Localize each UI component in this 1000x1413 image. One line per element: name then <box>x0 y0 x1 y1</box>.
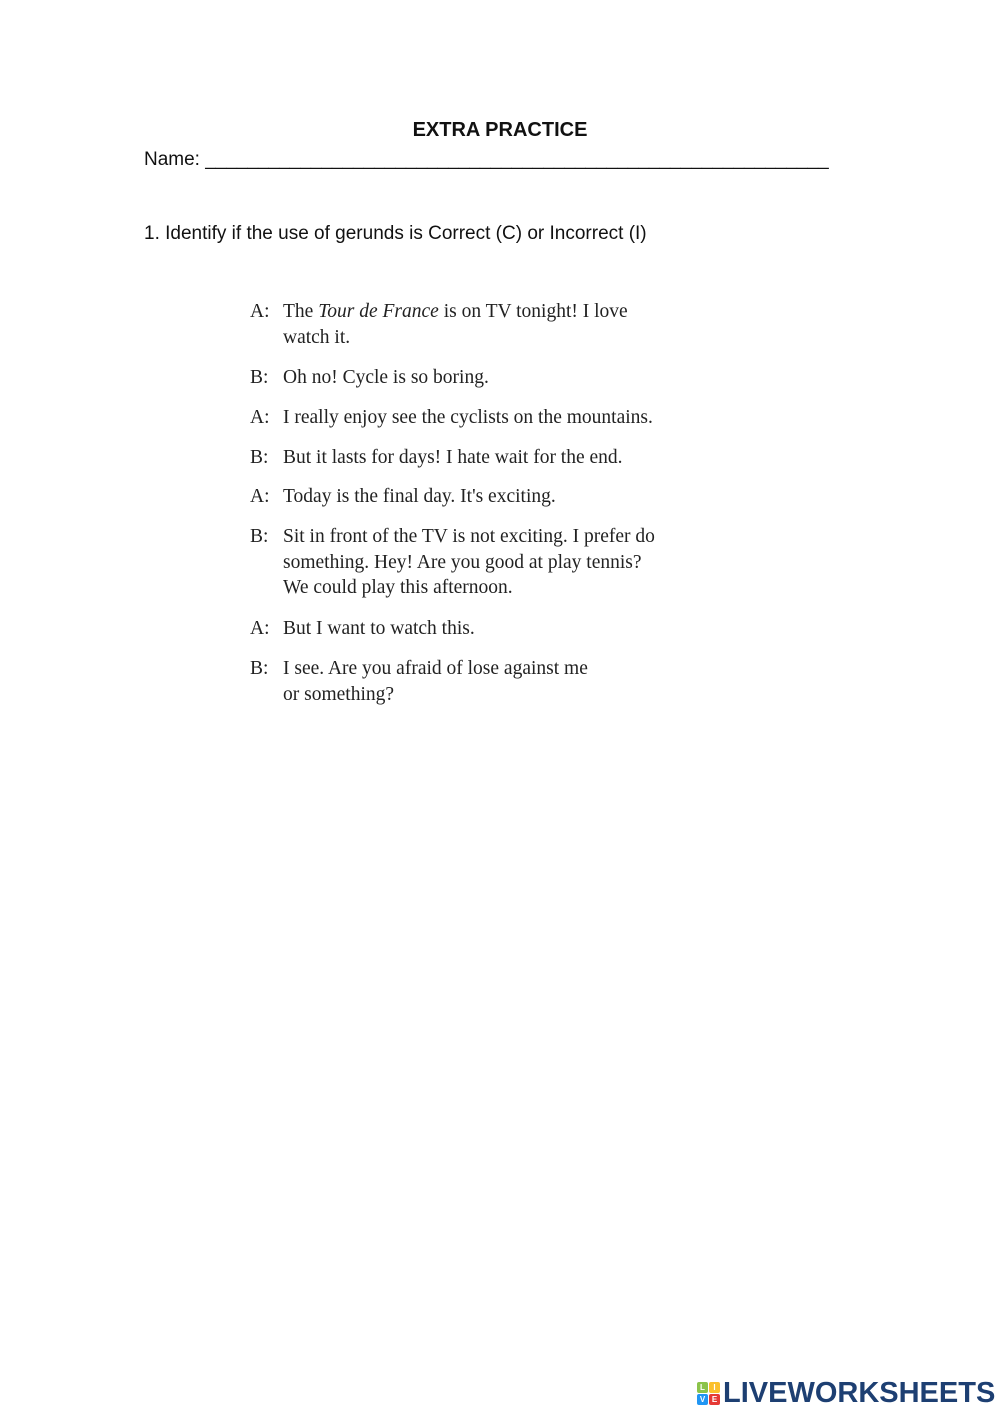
logo-cubes-icon <box>697 1382 720 1405</box>
worksheet-title: EXTRA PRACTICE <box>412 119 588 141</box>
dialogue-line <box>283 684 394 706</box>
dialogue-line <box>283 407 653 429</box>
dialogue-text: We could play this afternoon. <box>283 577 513 598</box>
speaker-label: B: <box>250 658 269 679</box>
logo-cube: V <box>697 1394 708 1405</box>
speaker-label: A: <box>250 618 270 639</box>
dialogue-line <box>283 367 489 389</box>
dialogue-text: watch it. <box>283 327 351 348</box>
dialogue-text: is on TV tonight! I love <box>438 301 628 322</box>
dialogue-line <box>283 301 628 323</box>
dialogue-line <box>283 526 655 548</box>
speaker-label: B: <box>250 447 269 468</box>
dialogue-line <box>283 618 475 640</box>
speaker-label: A: <box>250 301 270 322</box>
logo-text: LIVEWORKSHEETS <box>723 1377 996 1409</box>
dialogue-text: But it lasts for days! I hate wait for the end. <box>283 447 623 468</box>
dialogue-text: But I want to watch this. <box>283 618 475 639</box>
dialogue-text: I really enjoy see the cyclists on the mountains. <box>283 407 653 428</box>
dialogue-line <box>283 577 513 599</box>
dialogue-text: Sit in front of the TV is not exciting. I prefer do <box>283 526 655 547</box>
dialogue-line <box>283 552 642 574</box>
logo-cube: E <box>709 1394 720 1405</box>
liveworksheets-logo <box>697 1377 995 1410</box>
dialogue-text: something. Hey! Are you good at play tennis? <box>283 552 642 573</box>
dialogue-line <box>283 658 588 680</box>
speaker-label: A: <box>250 407 270 428</box>
dialogue-line <box>283 486 556 508</box>
speaker-label: B: <box>250 526 269 547</box>
logo-cube: L <box>697 1382 708 1393</box>
dialogue-text: I see. Are you afraid of lose against me <box>283 658 588 679</box>
speaker-label: B: <box>250 367 269 388</box>
dialogue-text: Oh no! Cycle is so boring. <box>283 367 489 388</box>
dialogue-text: Today is the final day. It's exciting. <box>283 486 556 507</box>
dialogue-line <box>283 447 623 469</box>
italic-title: Tour de France <box>318 301 439 322</box>
dialogue-line <box>283 327 350 349</box>
dialogue-text: or something? <box>283 684 395 705</box>
logo-cube: I <box>709 1382 720 1393</box>
dialogue-text: The <box>283 301 319 322</box>
name-field[interactable]: Name: ___________________________________________________________ <box>144 149 829 170</box>
question-1: 1. Identify if the use of gerunds is Correct (C) or Incorrect (I) <box>144 223 647 244</box>
speaker-label: A: <box>250 486 270 507</box>
